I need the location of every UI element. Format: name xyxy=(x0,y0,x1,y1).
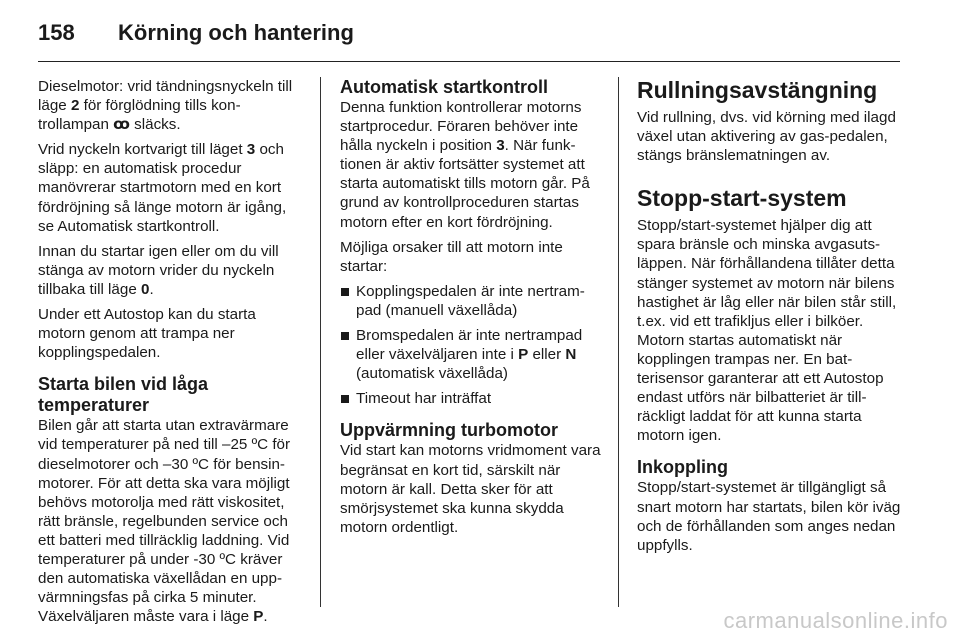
page-number: 158 xyxy=(38,20,75,45)
paragraph-glow-plug: Dieselmotor: vrid tändningsnyckeln till läge 2 för förglödning tills kon-trollampan ꝏ släcks. xyxy=(38,78,293,134)
glow-plug-icon: ꝏ xyxy=(113,115,130,134)
paragraph-activation: Stopp/start-systemet är tillgängligt så snart motorn har startats, bilen kör iväg och de förhållanden som anges nedan uppfylls. xyxy=(637,479,901,554)
header-rule xyxy=(38,61,900,62)
column-2 xyxy=(340,77,603,607)
paragraph-turbo: Vid start kan motorns vridmoment vara begränsat en kort tid, särskilt när motorn är kall. Detta sker för att smörjsystemet ska kunna skydda motorn ordentligt. xyxy=(340,442,601,536)
paragraph-key-position-3: Vrid nyckeln kortvarigt till läget 3 och släpp: en automatisk procedur manövrerar startmotorn med en kort fördröjning så länge motorn är igång, se Automatisk startkontroll. xyxy=(38,141,287,235)
heading-auto-start: Automatisk startkontroll xyxy=(340,77,549,97)
column-1 xyxy=(38,77,306,626)
heading-cold-start: Starta bilen vid låga temperaturer xyxy=(38,374,209,416)
heading-activation: Inkoppling xyxy=(637,457,728,478)
column-divider-2 xyxy=(618,77,619,607)
paragraph-cold-start: Bilen går att starta utan extravärmare vid temperaturer på ned till –25 ºC för dieselmotorer och –30 ºC för bensin-motorer. För att detta ska vara möjligt behövs motorolja med rätt viskositet, rätt bränsle, regelbunden service och ett batteri med tillräcklig laddning. Vid temperaturer på under -30 ºC kräver den automatiska växellådan en upp-värmningsfas på cirka 5 minuter. Växelväljaren måste vara i läge P. xyxy=(38,417,291,626)
page-header xyxy=(38,18,354,48)
heading-turbo: Uppvärmning turbomotor xyxy=(340,420,558,441)
list-item: Kopplingspedalen är inte nertram-pad (manuell växellåda) xyxy=(340,282,603,320)
paragraph-autostop: Under ett Autostop kan du starta motorn genom att trampa ner kopplingspedalen. xyxy=(38,306,256,362)
heading-stop-start: Stopp-start-system xyxy=(637,185,847,212)
paragraph-stop-start: Stopp/start-systemet hjälper dig att spara bränsle och minska avgasuts-läppen. När förhållandena tillåter detta stänger systemet av motorn när bilens hastighet är låg eller när bilen står still, t.ex. vid ett trafikljus eller i bilköer. Motorn startas automatiskt när kopplingen trampas ner. En bat-terisensor garanterar att ett Autostop endast utförs när bilbatteriet är till-räckligt laddat för att kunna starta motorn igen. xyxy=(637,217,897,445)
list-item: Bromspedalen är inte nertrampad eller växelväljaren inte i P eller N (automatisk växellåda) xyxy=(340,326,603,383)
causes-list xyxy=(340,282,603,409)
heading-roll-shutoff: Rullningsavstängning xyxy=(637,77,878,103)
watermark: carmanualsonline.info xyxy=(723,608,948,633)
column-3 xyxy=(637,77,903,607)
chapter-title: Körning och hantering xyxy=(118,20,354,45)
paragraph-causes: Möjliga orsaker till att motorn inte startar: xyxy=(340,238,563,275)
paragraph-restart: Innan du startar igen eller om du vill stänga av motorn vrider du nyckeln tillbaka till läge 0. xyxy=(38,242,279,298)
column-divider-1 xyxy=(320,77,321,607)
paragraph-roll-shutoff: Vid rullning, dvs. vid körning med ilagd växel utan aktivering av gas-pedalen, stängs bränslematningen av. xyxy=(637,109,896,165)
list-item: Timeout har inträffat xyxy=(340,389,603,408)
paragraph-auto-start: Denna funktion kontrollerar motorns startprocedur. Föraren behöver inte hålla nyckeln i position 3. När funk-tionen är aktiv fortsätter systemet att starta automatiskt tills motorn går. På grund av kontrollproceduren startas motorn efter en kort fördröjning. xyxy=(340,99,590,231)
